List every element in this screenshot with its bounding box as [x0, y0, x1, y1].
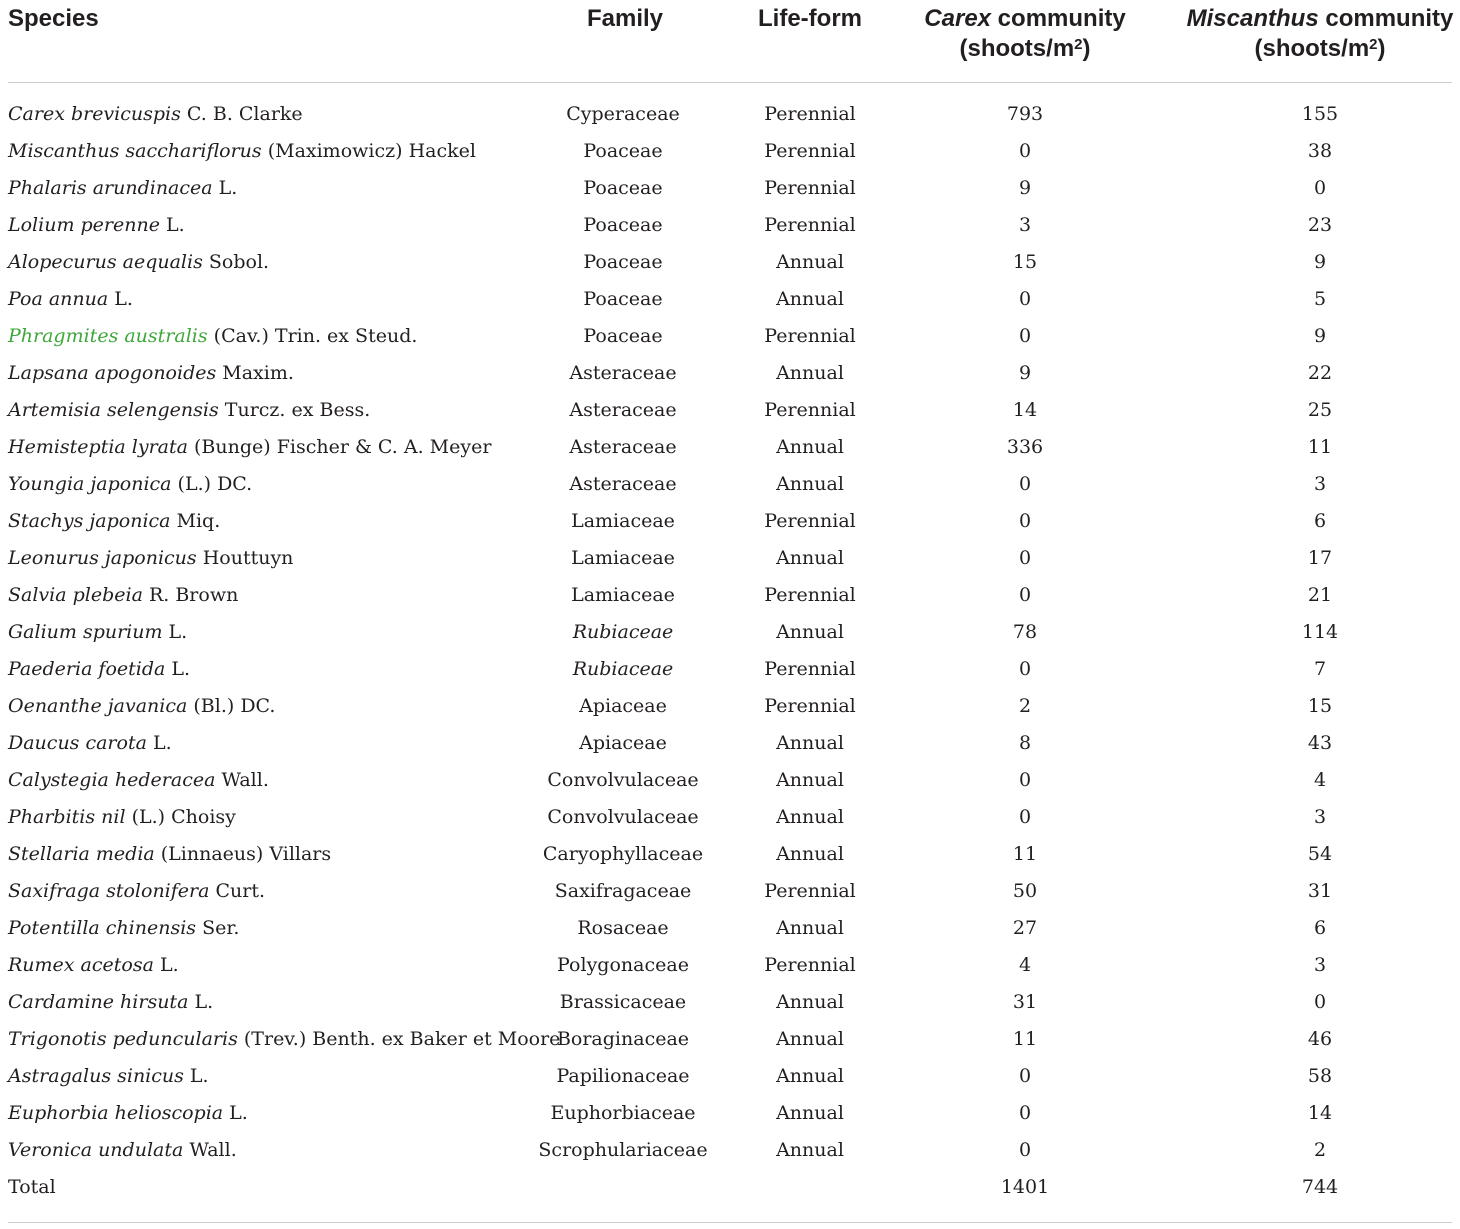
miscanthus-count-cell: 21: [1307, 584, 1333, 606]
life-form-cell: Perennial: [764, 658, 856, 680]
species-cell: [8, 984, 213, 1021]
life-form-cell: Perennial: [764, 214, 856, 236]
species-author: L.: [159, 214, 185, 236]
species-author: L.: [146, 732, 172, 754]
carex-count-cell: 0: [1018, 769, 1032, 791]
carex-count-cell: 11: [1012, 1028, 1038, 1050]
life-form-cell: Annual: [776, 1065, 844, 1087]
species-name: Artemisia selengensis: [8, 399, 219, 421]
species-cell: [8, 170, 237, 207]
species-author: Miq.: [170, 510, 221, 532]
header-carex-community: [900, 4, 1150, 64]
table-row: [0, 133, 1460, 170]
carex-count-cell: 0: [1018, 510, 1032, 532]
table-row: [0, 429, 1460, 466]
header-carex-rest: community: [991, 5, 1126, 32]
miscanthus-count-cell: 58: [1307, 1065, 1333, 1087]
species-cell: [8, 318, 417, 355]
species-author: L.: [165, 658, 191, 680]
life-form-cell: Annual: [776, 843, 844, 865]
carex-count-cell: 9: [1018, 177, 1032, 199]
table-row: [0, 762, 1460, 799]
species-author: L.: [212, 177, 238, 199]
miscanthus-count-cell: 3: [1313, 806, 1327, 828]
species-name: Paederia foetida: [8, 658, 166, 680]
miscanthus-count-cell: 7: [1313, 658, 1327, 680]
miscanthus-count-cell: 23: [1307, 214, 1333, 236]
miscanthus-count-cell: 31: [1307, 880, 1333, 902]
species-name: Youngia japonica: [8, 473, 172, 495]
miscanthus-count-cell: 17: [1307, 547, 1333, 569]
family-cell: Poaceae: [583, 177, 663, 199]
miscanthus-count-cell: 38: [1307, 140, 1333, 162]
species-cell: [8, 651, 190, 688]
family-cell: Saxifragaceae: [554, 880, 692, 902]
family-cell: Scrophulariaceae: [538, 1139, 708, 1161]
species-author: (L.) DC.: [171, 473, 253, 495]
species-name: Saxifraga stolonifera: [8, 880, 210, 902]
miscanthus-count-cell: 14: [1307, 1102, 1333, 1124]
species-name: Euphorbia helioscopia: [8, 1102, 224, 1124]
species-name: Carex brevicuspis: [8, 103, 181, 125]
miscanthus-count-cell: 9: [1313, 325, 1327, 347]
carex-count-cell: 0: [1018, 584, 1032, 606]
species-cell: [8, 725, 172, 762]
species-cell: [8, 244, 269, 281]
life-form-cell: Perennial: [764, 510, 856, 532]
carex-count-cell: 0: [1018, 1065, 1032, 1087]
table-row: [0, 207, 1460, 244]
family-cell: Boraginaceae: [556, 1028, 690, 1050]
miscanthus-count-cell: 3: [1313, 954, 1327, 976]
species-name: Phalaris arundinacea: [8, 177, 213, 199]
header-misc-unit: (shoots/m: [1254, 35, 1370, 62]
species-author: (Bl.) DC.: [187, 695, 276, 717]
life-form-cell: Perennial: [764, 954, 856, 976]
table-bottom-divider: [8, 1222, 1452, 1223]
species-cell: [8, 1132, 237, 1169]
carex-count-cell: 15: [1012, 251, 1038, 273]
life-form-cell: Perennial: [764, 103, 856, 125]
miscanthus-count-cell: 4: [1313, 769, 1327, 791]
life-form-cell: Annual: [776, 917, 844, 939]
life-form-cell: Annual: [776, 473, 844, 495]
life-form-cell: Perennial: [764, 880, 856, 902]
species-cell: [8, 355, 294, 392]
species-name: Phragmites australis: [8, 325, 208, 347]
miscanthus-count-cell: 0: [1313, 991, 1327, 1013]
miscanthus-count-cell: 6: [1313, 917, 1327, 939]
table-row: [0, 836, 1460, 873]
family-cell: Papilionaceae: [556, 1065, 690, 1087]
family-cell: Apiaceae: [579, 732, 667, 754]
table-row: [0, 947, 1460, 984]
species-cell: [8, 799, 236, 836]
table-row: [0, 503, 1460, 540]
species-author: C. B. Clarke: [180, 103, 303, 125]
species-name: Pharbitis nil: [8, 806, 126, 828]
species-cell: [8, 133, 476, 170]
species-author: (Trev.) Benth. ex Baker et Moore: [237, 1028, 561, 1050]
life-form-cell: Annual: [776, 621, 844, 643]
species-author: (Maximowicz) Hackel: [261, 140, 476, 162]
family-cell: Asteraceae: [569, 362, 677, 384]
species-author: Ser.: [196, 917, 240, 939]
species-author: Turcz. ex Bess.: [218, 399, 371, 421]
miscanthus-count-cell: 3: [1313, 473, 1327, 495]
species-cell: [8, 207, 185, 244]
miscanthus-count-cell: 114: [1301, 621, 1339, 643]
species-cell: [8, 836, 331, 873]
life-form-cell: Perennial: [764, 695, 856, 717]
species-author: L.: [183, 1065, 209, 1087]
header-misc-italic: Miscanthus: [1186, 5, 1319, 32]
family-cell: Lamiaceae: [571, 510, 675, 532]
header-miscanthus-community: [1180, 4, 1460, 64]
species-name: Leonurus japonicus: [8, 547, 197, 569]
species-author: L.: [108, 288, 133, 310]
carex-count-cell: 4: [1018, 954, 1032, 976]
carex-count-cell: 0: [1018, 547, 1032, 569]
species-cell: [8, 688, 275, 725]
miscanthus-count-cell: 0: [1313, 177, 1327, 199]
species-name: Poa annua: [8, 288, 109, 310]
header-misc-sup: 2: [1369, 36, 1378, 53]
carex-count-cell: 78: [1012, 621, 1038, 643]
carex-count-cell: 9: [1018, 362, 1032, 384]
family-cell: Poaceae: [583, 140, 663, 162]
species-author: Curt.: [209, 880, 266, 902]
species-name: Alopecurus aequalis: [8, 251, 203, 273]
species-cell: [8, 614, 187, 651]
table-row: [0, 725, 1460, 762]
family-cell: Lamiaceae: [571, 584, 675, 606]
species-cell: [8, 873, 265, 910]
species-cell: [8, 947, 179, 984]
header-carex-sup: 2: [1074, 36, 1083, 53]
species-cell: [8, 281, 133, 318]
carex-count-cell: 0: [1018, 140, 1032, 162]
table-row: [0, 281, 1460, 318]
species-author: (L.) Choisy: [125, 806, 236, 828]
carex-count-cell: 0: [1018, 288, 1032, 310]
family-cell: Lamiaceae: [571, 547, 675, 569]
table-row: [0, 540, 1460, 577]
miscanthus-count-cell: 9: [1313, 251, 1327, 273]
species-name: Daucus carota: [8, 732, 147, 754]
species-name: Galium spurium: [8, 621, 163, 643]
species-name: Stachys japonica: [8, 510, 171, 532]
life-form-cell: Annual: [776, 288, 844, 310]
life-form-cell: Annual: [776, 1028, 844, 1050]
family-cell: Poaceae: [583, 214, 663, 236]
life-form-cell: Annual: [776, 732, 844, 754]
family-cell: Poaceae: [583, 325, 663, 347]
family-cell: Asteraceae: [569, 399, 677, 421]
species-author: Maxim.: [216, 362, 294, 384]
life-form-cell: Annual: [776, 436, 844, 458]
carex-count-cell: 11: [1012, 843, 1038, 865]
carex-count-cell: 0: [1018, 806, 1032, 828]
table-row: [0, 799, 1460, 836]
table-row: [0, 1095, 1460, 1132]
species-name: Salvia plebeia: [8, 584, 143, 606]
species-cell: [8, 1021, 560, 1058]
life-form-cell: Annual: [776, 991, 844, 1013]
carex-count-cell: 14: [1012, 399, 1038, 421]
species-name: Hemisteptia lyrata: [8, 436, 188, 458]
carex-count-cell: 2: [1018, 695, 1032, 717]
species-name: Trigonotis peduncularis: [8, 1028, 238, 1050]
species-cell: [8, 503, 220, 540]
family-cell: Cyperaceae: [566, 103, 680, 125]
life-form-cell: Annual: [776, 806, 844, 828]
species-author: (Cav.) Trin. ex Steud.: [207, 325, 418, 347]
family-cell: Brassicaceae: [559, 991, 687, 1013]
carex-count-cell: 0: [1018, 658, 1032, 680]
carex-count-cell: 336: [1006, 436, 1044, 458]
species-name: Potentilla chinensis: [8, 917, 197, 939]
table-row: [0, 355, 1460, 392]
miscanthus-count-cell: 11: [1307, 436, 1333, 458]
species-name: Miscanthus sacchariflorus: [8, 140, 262, 162]
total-row: [0, 1169, 1460, 1206]
family-cell: Rosaceae: [577, 917, 669, 939]
carex-count-cell: 0: [1018, 1139, 1032, 1161]
species-author: Wall.: [215, 769, 269, 791]
header-misc-rest: community: [1318, 5, 1454, 32]
miscanthus-count-cell: 2: [1313, 1139, 1327, 1161]
species-author: Sobol.: [202, 251, 270, 273]
table-row: [0, 873, 1460, 910]
species-cell: [8, 429, 491, 466]
species-author: (Bunge) Fischer & C. A. Meyer: [187, 436, 492, 458]
table-row: [0, 96, 1460, 133]
family-cell: Rubiaceae: [572, 621, 674, 643]
header-family: Family: [586, 5, 664, 32]
total-miscanthus: 744: [1301, 1176, 1339, 1198]
species-name: Veronica undulata: [8, 1139, 184, 1161]
life-form-cell: Annual: [776, 547, 844, 569]
header-life-form: Life-form: [758, 5, 862, 32]
species-cell: [8, 466, 252, 503]
life-form-cell: Perennial: [764, 399, 856, 421]
species-cell: [8, 540, 293, 577]
species-cell: [8, 1095, 248, 1132]
table-row: [0, 910, 1460, 947]
species-name: Lapsana apogonoides: [8, 362, 217, 384]
family-cell: Convolvulaceae: [547, 806, 699, 828]
table-row: [0, 466, 1460, 503]
miscanthus-count-cell: 155: [1301, 103, 1339, 125]
family-cell: Asteraceae: [569, 473, 677, 495]
family-cell: Asteraceae: [569, 436, 677, 458]
table-row: [0, 577, 1460, 614]
miscanthus-count-cell: 5: [1313, 288, 1327, 310]
species-author: L.: [153, 954, 179, 976]
carex-count-cell: 50: [1012, 880, 1038, 902]
family-cell: Poaceae: [583, 251, 663, 273]
table-body: [0, 96, 1460, 1206]
species-cell: [8, 762, 269, 799]
species-author: R. Brown: [142, 584, 239, 606]
family-cell: Poaceae: [583, 288, 663, 310]
table-row: [0, 688, 1460, 725]
family-cell: Caryophyllaceae: [542, 843, 704, 865]
species-cell: [8, 910, 239, 947]
life-form-cell: Annual: [776, 769, 844, 791]
miscanthus-count-cell: 22: [1307, 362, 1333, 384]
miscanthus-count-cell: 43: [1307, 732, 1333, 754]
header-species: Species: [8, 5, 99, 32]
family-cell: Convolvulaceae: [547, 769, 699, 791]
total-carex: 1401: [1000, 1176, 1050, 1198]
carex-count-cell: 0: [1018, 473, 1032, 495]
species-author: Houttuyn: [196, 547, 294, 569]
species-name: Astragalus sinicus: [8, 1065, 184, 1087]
header-divider: [8, 82, 1452, 83]
species-cell: [8, 1058, 209, 1095]
life-form-cell: Perennial: [764, 325, 856, 347]
species-author: (Linnaeus) Villars: [154, 843, 332, 865]
total-label: Total: [8, 1176, 56, 1198]
miscanthus-count-cell: 15: [1307, 695, 1333, 717]
header-carex-unit: (shoots/m: [959, 35, 1075, 62]
table-row: [0, 984, 1460, 1021]
species-name: Rumex acetosa: [8, 954, 154, 976]
carex-count-cell: 793: [1006, 103, 1044, 125]
miscanthus-count-cell: 6: [1313, 510, 1327, 532]
table-row: [0, 392, 1460, 429]
table-row: [0, 244, 1460, 281]
family-cell: Apiaceae: [579, 695, 667, 717]
species-author: Wall.: [183, 1139, 237, 1161]
species-author: L.: [188, 991, 214, 1013]
species-cell: [8, 577, 238, 614]
carex-count-cell: 31: [1012, 991, 1038, 1013]
table-header: [0, 0, 1460, 82]
species-author: L.: [162, 621, 188, 643]
family-cell: Polygonaceae: [557, 954, 689, 976]
table-row: [0, 318, 1460, 355]
species-name: Calystegia hederacea: [8, 769, 216, 791]
family-cell: Rubiaceae: [572, 658, 674, 680]
life-form-cell: Perennial: [764, 584, 856, 606]
life-form-cell: Perennial: [764, 177, 856, 199]
table-row: [0, 1021, 1460, 1058]
species-name: Stellaria media: [8, 843, 155, 865]
carex-count-cell: 0: [1018, 1102, 1032, 1124]
carex-count-cell: 27: [1012, 917, 1038, 939]
species-name: Oenanthe javanica: [8, 695, 188, 717]
table-row: [0, 1058, 1460, 1095]
life-form-cell: Annual: [776, 362, 844, 384]
header-carex-close: ): [1082, 35, 1091, 62]
life-form-cell: Annual: [776, 251, 844, 273]
carex-count-cell: 0: [1018, 325, 1032, 347]
table-row: [0, 614, 1460, 651]
carex-count-cell: 3: [1018, 214, 1032, 236]
header-misc-close: ): [1377, 35, 1386, 62]
family-cell: Euphorbiaceae: [550, 1102, 696, 1124]
species-cell: [8, 96, 303, 133]
species-cell: [8, 392, 370, 429]
miscanthus-count-cell: 25: [1307, 399, 1333, 421]
species-name: Lolium perenne: [8, 214, 160, 236]
life-form-cell: Annual: [776, 1139, 844, 1161]
header-carex-italic: Carex: [924, 5, 992, 32]
table-row: [0, 651, 1460, 688]
life-form-cell: Perennial: [764, 140, 856, 162]
miscanthus-count-cell: 54: [1307, 843, 1333, 865]
species-name: Cardamine hirsuta: [8, 991, 189, 1013]
miscanthus-count-cell: 46: [1307, 1028, 1333, 1050]
table-row: [0, 170, 1460, 207]
species-author: L.: [223, 1102, 248, 1124]
life-form-cell: Annual: [776, 1102, 844, 1124]
carex-count-cell: 8: [1018, 732, 1032, 754]
table-row: [0, 1132, 1460, 1169]
